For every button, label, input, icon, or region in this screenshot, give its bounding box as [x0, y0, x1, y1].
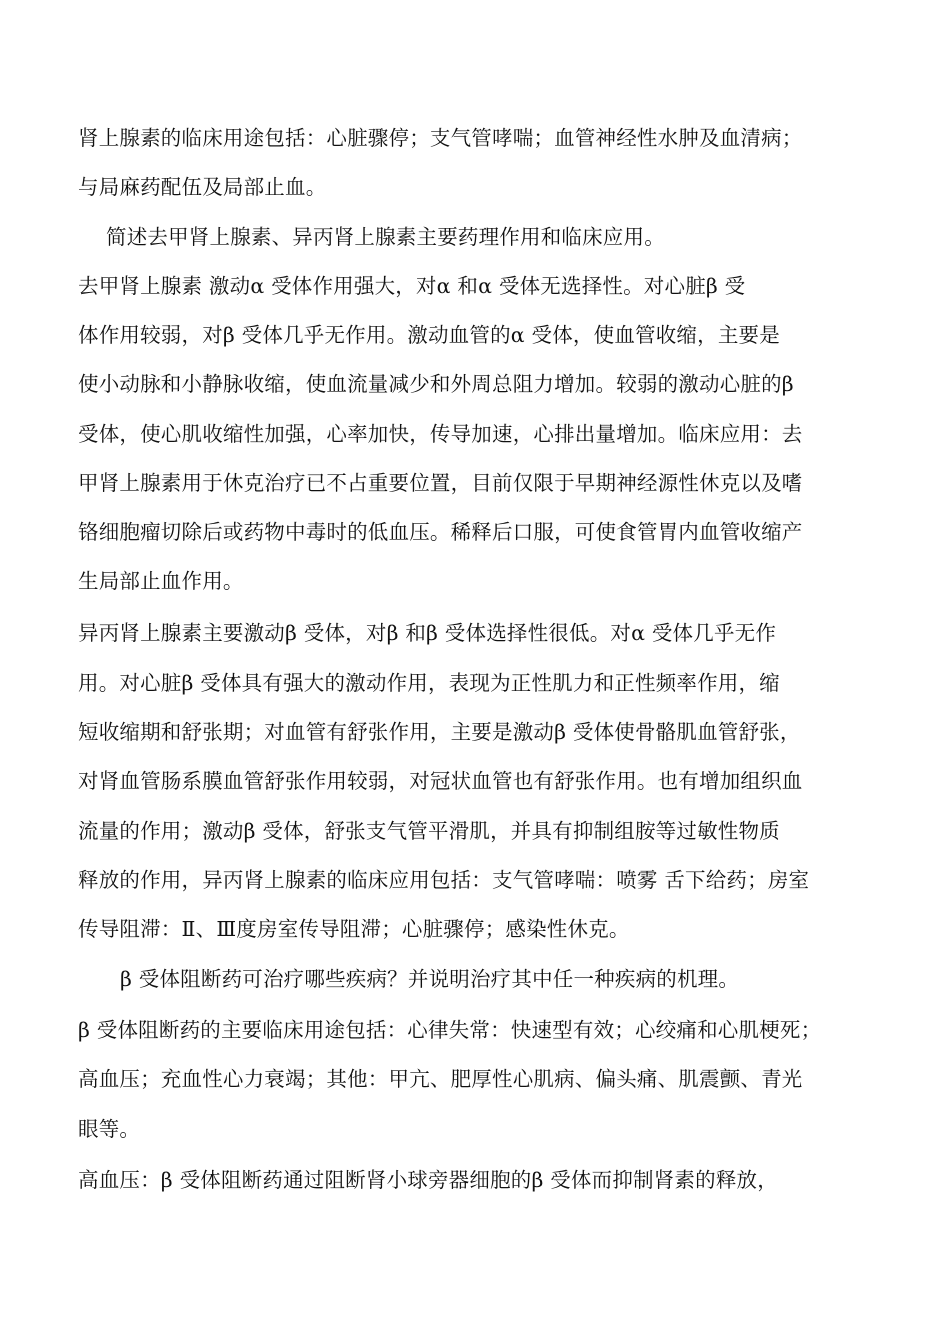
section-heading: 简述去甲肾上腺素、异丙肾上腺素主要药理作用和临床应用。 — [106, 225, 665, 249]
text-line: 传导阻滞：Ⅱ、Ⅲ度房室传导阻滞；心脏骤停；感染性休克。 — [78, 917, 630, 941]
text-line: 受体，使心肌收缩性加强，心率加快，传导加速，心排出量增加。临床应用：去 — [78, 422, 803, 446]
text-line: 去甲肾上腺素 激动α 受体作用强大，对α 和α 受体无选择性。对心脏β 受 — [78, 274, 746, 298]
text-line: 异丙肾上腺素主要激动β 受体，对β 和β 受体选择性很低。对α 受体几乎无作 — [78, 621, 777, 645]
text-line: 铬细胞瘤切除后或药物中毒时的低血压。稀释后口服，可使食管胃内血管收缩产 — [78, 520, 803, 544]
text-line: 用。对心脏β 受体具有强大的激动作用，表现为正性肌力和正性频率作用，缩 — [78, 671, 780, 695]
text-line: 使小动脉和小静脉收缩，使血流量减少和外周总阻力增加。较弱的激动心脏的β — [78, 372, 794, 396]
text-line: 生局部止血作用。 — [78, 569, 244, 593]
text-line: β 受体阻断药的主要临床用途包括：心律失常：快速型有效；心绞痛和心肌梗死； — [78, 1018, 822, 1042]
text-line: 体作用较弱，对β 受体几乎无作用。激动血管的α 受体，使血管收缩，主要是 — [78, 323, 780, 347]
text-line: 对肾血管肠系膜血管舒张作用较弱，对冠状血管也有舒张作用。也有增加组织血 — [78, 769, 803, 793]
text-line: 眼等。 — [78, 1117, 141, 1141]
section-heading: β 受体阻断药可治疗哪些疾病？并说明治疗其中任一种疾病的机理。 — [120, 967, 740, 991]
text-line: 与局麻药配伍及局部止血。 — [78, 175, 327, 199]
text-line: 短收缩期和舒张期；对血管有舒张作用，主要是激动β 受体使骨骼肌血管舒张， — [78, 720, 801, 744]
text-line: 高血压：β 受体阻断药通过阻断肾小球旁器细胞的β 受体而抑制肾素的释放， — [78, 1168, 778, 1192]
text-line: 甲肾上腺素用于休克治疗已不占重要位置，目前仅限于早期神经源性休克以及嗜 — [78, 471, 803, 495]
text-line: 高血压；充血性心力衰竭；其他：甲亢、肥厚性心肌病、偏头痛、肌震颤、青光 — [78, 1067, 803, 1091]
text-line: 流量的作用；激动β 受体，舒张支气管平滑肌，并具有抑制组胺等过敏性物质 — [78, 819, 780, 843]
text-line: 肾上腺素的临床用途包括：心脏骤停；支气管哮喘；血管神经性水肿及血清病； — [78, 126, 803, 150]
text-line: 释放的作用，异丙肾上腺素的临床应用包括：支气管哮喘：喷雾 舌下给药；房室 — [78, 868, 810, 892]
